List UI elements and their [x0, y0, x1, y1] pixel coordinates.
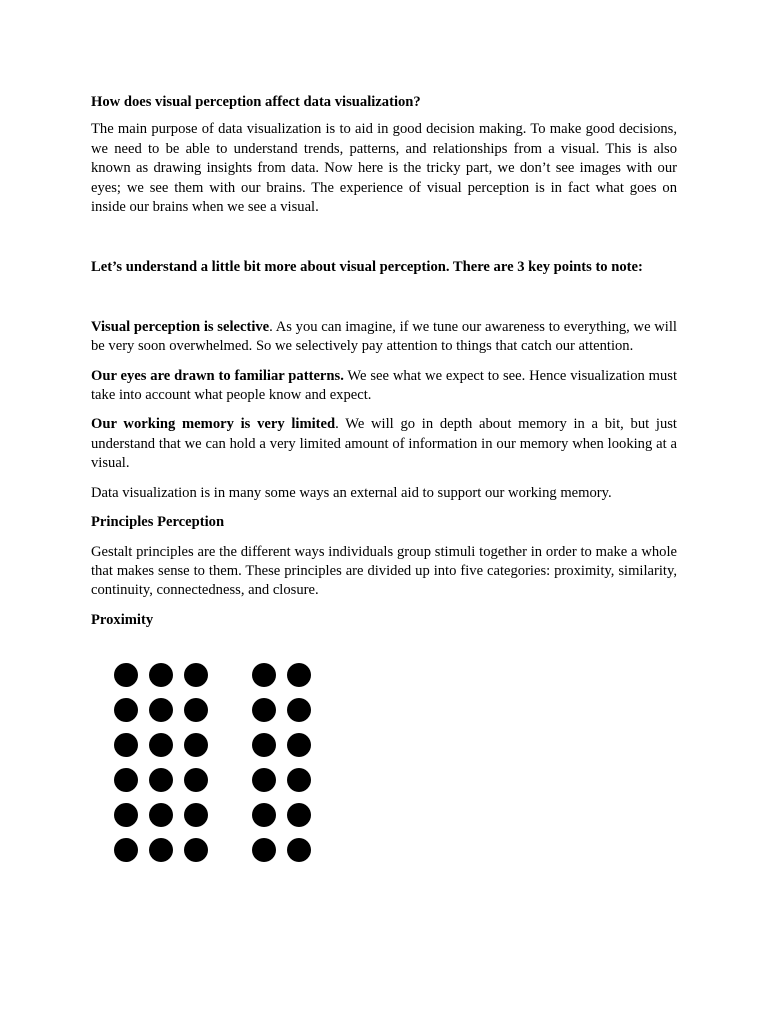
proximity-dot — [184, 838, 208, 862]
proximity-dot — [149, 838, 173, 862]
proximity-dot — [184, 663, 208, 687]
point-selective-text: . As you can imagine, if we tune our awareness to everything, we will be very soon overwhelmed. So we selectively pay attention to things that catch our attention. — [91, 318, 677, 355]
proximity-dot — [287, 838, 311, 862]
point-memory-text: . We will go in depth about memory in a bit, but just understand that we can hold a very limited amount of information in our memory when looking at a visual. — [91, 416, 677, 472]
proximity-dot — [149, 768, 173, 792]
proximity-dot — [287, 803, 311, 827]
proximity-dot — [114, 768, 138, 792]
paragraph-gestalt: Gestalt principles are the different ways individuals group stimuli together in order to make a whole that makes sense to them. These principles are divided up into five categories: proximity, similarity, continuity, connectedness, and closure. — [91, 543, 677, 599]
proximity-dot — [184, 803, 208, 827]
heading-visual-perception: How does visual perception affect data visualization? — [91, 94, 421, 110]
heading-key-points: Let’s understand a little bit more about visual perception. There are 3 key points to note: — [91, 259, 643, 276]
proximity-dot — [252, 663, 276, 687]
proximity-dot — [149, 733, 173, 757]
proximity-dot — [114, 803, 138, 827]
paragraph-external-aid: Data visualization is in many some ways an external aid to support our working memory. — [91, 484, 612, 501]
proximity-figure — [101, 653, 327, 873]
proximity-dot — [252, 768, 276, 792]
paragraph-point-selective — [91, 318, 677, 357]
proximity-dot — [184, 698, 208, 722]
proximity-dot — [184, 768, 208, 792]
proximity-dot — [114, 838, 138, 862]
proximity-dot — [149, 803, 173, 827]
proximity-dot-grid — [101, 653, 327, 873]
proximity-dot — [287, 663, 311, 687]
proximity-dot — [287, 733, 311, 757]
point-familiar-text: We see what we expect to see. Hence visualization must take into account what people know and expect. — [91, 367, 678, 404]
proximity-dot — [114, 663, 138, 687]
proximity-dot — [252, 803, 276, 827]
paragraph-intro: The main purpose of data visualization is to aid in good decision making. To make good decisions, we need to be able to understand trends, patterns, and relationships from a visual. This is also known as drawing insights from data. Now here is the tricky part, we don’t see images with our eyes; we see them with our brains. The experience of visual perception is in fact what goes on inside our brains when we see a visual. — [91, 121, 677, 216]
paragraph-point-memory — [91, 415, 677, 473]
proximity-dot — [252, 733, 276, 757]
proximity-dot — [252, 698, 276, 722]
proximity-dot — [114, 698, 138, 722]
proximity-dot — [149, 698, 173, 722]
proximity-dot — [252, 838, 276, 862]
point-memory-title: Our working memory is very limited — [91, 416, 336, 433]
proximity-dot — [184, 733, 208, 757]
document-page — [91, 93, 677, 630]
proximity-dot — [287, 768, 311, 792]
proximity-dot — [149, 663, 173, 687]
heading-proximity: Proximity — [91, 611, 154, 628]
heading-principles-perception: Principles Perception — [91, 514, 225, 531]
proximity-dot — [287, 698, 311, 722]
paragraph-point-familiar — [91, 367, 677, 406]
point-familiar-title: Our eyes are drawn to familiar patterns. — [91, 367, 344, 384]
proximity-dot — [114, 733, 138, 757]
point-selective-title: Visual perception is selective — [91, 318, 270, 335]
